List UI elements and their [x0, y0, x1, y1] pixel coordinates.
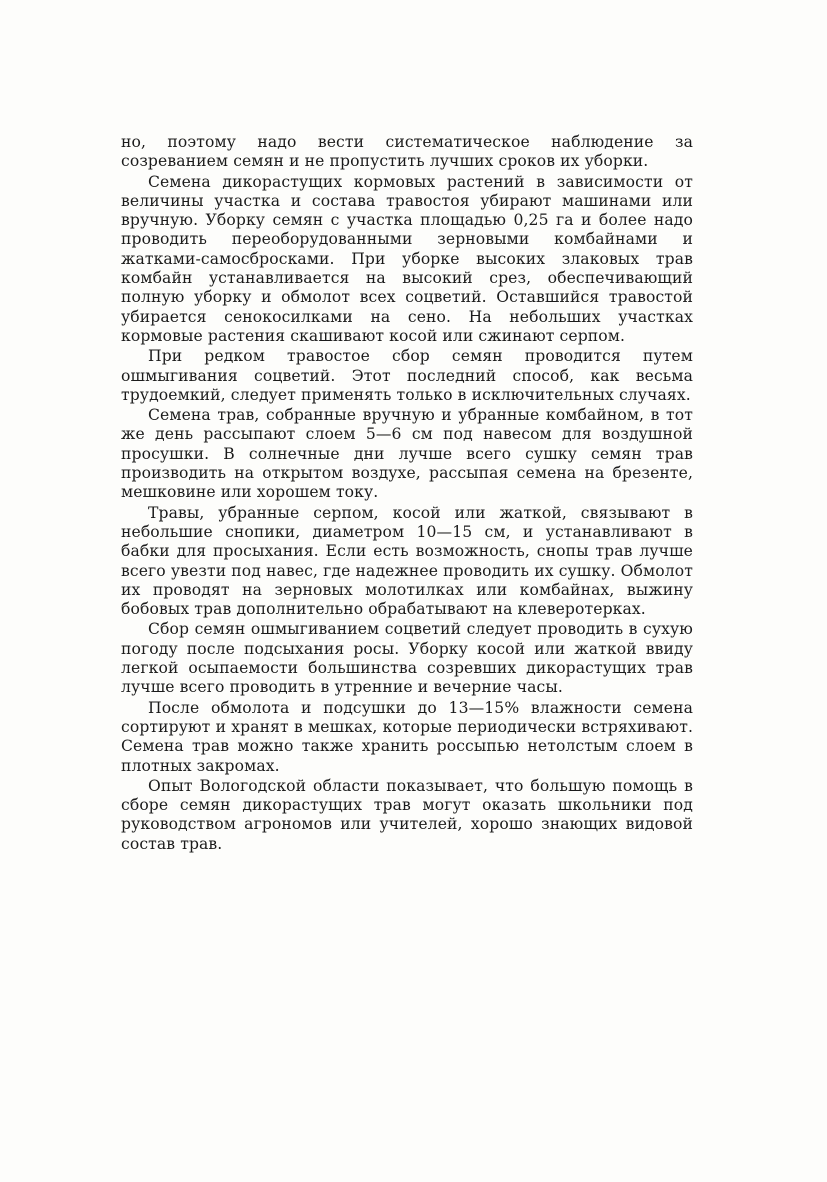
paragraph-drying-seeds: Семена трав, собранные вручную и убранные комбайном, в тот же день рассыпают слоем 5—6 см под навесом для воздушной просушки. В солнечные дни лучше всего сушку семян трав производить на открытом воздухе, рассыпая семена на брезенте, мешковине или хорошем току. [121, 406, 693, 502]
paragraph-sparse-stand: При редком травостое сбор семян проводится путем ошмыгивания соцветий. Этот последний способ, как весьма трудоемкий, следует применять только в исключительных случаях. [121, 347, 693, 404]
paragraph-sheaves: Травы, убранные серпом, косой или жаткой, связывают в небольшие снопики, диаметром 10—15 см, и устанавливают в бабки для просыхания. Если есть возможность, снопы трав лучше всего увезти под навес, где надежнее проводить их сушку. Обмолот их проводят на зерновых молотилках или комбайнах, выжину бобовых трав дополнительно обрабатывают на клеверотерках. [121, 503, 693, 619]
paragraph-storage: После обмолота и подсушки до 13—15% влажности семена сортируют и хранят в мешках, которые периодически встряхивают. Семена трав можно также хранить россыпью нетолстым слоем в плотных закромах. [121, 698, 693, 775]
paragraph-weather: Сбор семян ошмыгиванием соцветий следует проводить в сухую погоду после подсыхания росы. Уборку косой или жаткой ввиду легкой осыпаемости большинства созревших дикорастущих трав лучше всего проводить в утренние и вечерние часы. [121, 620, 693, 697]
page-body-text [121, 133, 693, 854]
paragraph-continuation: но, поэтому надо вести систематическое наблюдение за созреванием семян и не пропустить лучших сроков их уборки. [121, 133, 693, 171]
paragraph-vologda-experience: Опыт Вологодской области показывает, что большую помощь в сборе семян дикорастущих трав могут оказать школьники под руководством агрономов или учителей, хорошо знающих видовой состав трав. [121, 776, 693, 853]
paragraph-harvest-methods: Семена дикорастущих кормовых растений в зависимости от величины участка и состава травостоя убирают машинами или вручную. Уборку семян с участка площадью 0,25 га и более надо проводить переоборудованными зерновыми комбайнами и жатками-самосбросками. При уборке высоких злаковых трав комбайн устанавливается на высокий срез, обеспечивающий полную уборку и обмолот всех соцветий. Оставшийся травостой убирается сенокосилками на сено. На небольших участках кормовые растения скашивают косой или сжинают серпом. [121, 172, 693, 345]
